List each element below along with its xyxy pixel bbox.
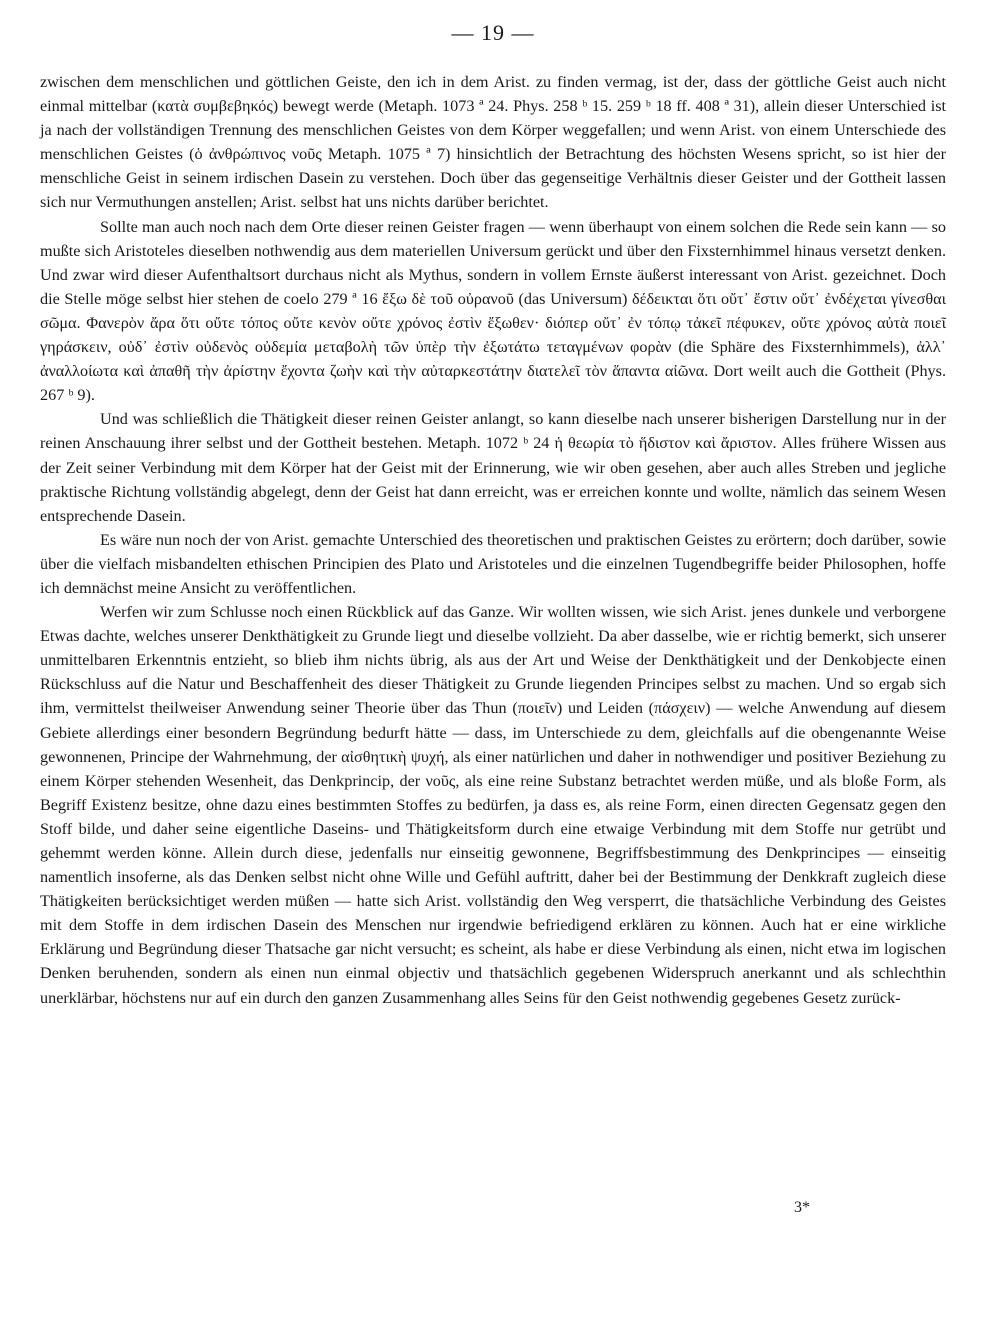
paragraph-1: zwischen dem menschlichen und göttlichen Geiste, den ich in dem Arist. zu finden vermag, ist der, dass der göttliche Geist auch nicht einmal mittelbar (κατὰ συμβεβηκός) bewegt werde (Metaph. 1073 ª 24. Phys. 258 ᵇ 15. 259 ᵇ 18 ff. 408 ª 31), allein dieser Unterschied ist ja nach der vollständigen Trennung des menschlichen Geistes von dem Körper weggefallen; und wenn Arist. von einem Unterschiede des menschlichen Geistes (ὁ ἀνθρώπινος νοῦς Metaph. 1075 ª 7) hinsichtlich der Betrachtung des höchsten Wesens spricht, so ist hier der menschliche Geist in seinem irdischen Dasein zu verstehen. Doch über das gegenseitige Verhältnis dieser Geister und der Gottheit lassen sich nur Vermuthungen anstellen; Arist. selbst hat uns nichts darüber berichtet. [40, 73, 946, 212]
paragraph-5: Werfen wir zum Schlusse noch einen Rückblick auf das Ganze. Wir wollten wissen, wie sich Arist. jenes dunkele und verborgene Etwas dachte, welches unserer Denkthätigkeit zu Grunde liegt und dieselbe vollzieht. Da aber dasselbe, wie er richtig bemerkt, sich unserer unmittelbaren Erkenntnis entzieht, so blieb ihm nichts übrig, als aus der Art und Weise der Denkthätigkeit und der Denkobjecte einen Rückschluss auf die Natur und Beschaffenheit des dieser Thätigkeit zu Grunde liegenden Principes selbst zu machen. Und so ergab sich ihm, vermittelst theilweiser Anwendung seiner Theorie über das Thun (ποιεῖν) und Leiden (πάσχειν) — welche Anwendung auf diesem Gebiete allerdings einer besondern Begründung bedurft hätte — dass, im Unterschiede zu dem, gleichfalls auf die obengenannte Weise gewonnenen, Principe der Wahrnehmung, der αἰσθητικὴ ψυχή, als einer natürlichen und daher in nothwendiger und positiver Beziehung zu einem Körper stehenden Wesenheit, das Denkprincip, der νοῦς, als eine reine Substanz betrachtet werden müße, und als bloße Form, als Begriff Existenz besitze, ohne dazu eines bestimmten Stoffes zu bedürfen, ja dass es, als reine Form, einen directen Gegensatz gegen den Stoff bilde, und daher seine eigentliche Daseins- und Thätigkeitsform durch eine etwaige Verbindung mit dem Stoffe nur getrübt und gehemmt werden könne. Allein durch diese, jedenfalls nur einseitig gewonnene, Begriffsbestimmung des Denkprincipes — einseitig namentlich insoferne, als das Denken selbst nicht ohne Wille und Gefühl auftritt, daher bei der Bestimmung der Denkkraft zugleich diese Thätigkeiten berücksichtiget werden müßen — hatte sich Arist. vollständig den Weg versperrt, die thatsächliche Verbindung des Geistes mit dem Stoffe in dem irdischen Dasein des Menschen nur irgendwie befriedigend erklären zu können. Auch hat er eine wirkliche Erklärung und Begründung dieser Thatsache gar nicht versucht; es scheint, als habe er diese Verbindung als einen, nicht etwa im logischen Denken beruhenden, sondern als einen nun einmal objectiv und thatsächlich gegebenen Widerspruch anerkannt und als schlechthin unerklärbar, höchstens nur auf ein durch den ganzen Zusammenhang alles Seins für den Geist nothwendig gegebenes Gesetz zurück- [40, 603, 946, 1007]
paragraph-4: Es wäre nun noch der von Arist. gemachte Unterschied des theoretischen und praktischen Geistes zu erörtern; doch darüber, sowie über die vielfach misbandelten ethischen Principien des Plato und Aristoteles und die einzelnen Tugendbegriffe beider Philosophen, hoffe ich demnächst meine Ansicht zu veröffentlichen. [40, 530, 946, 597]
page-number: — 19 — [451, 20, 535, 45]
paragraph-2: Sollte man auch noch nach dem Orte dieser reinen Geister fragen — wenn überhaupt von einem solchen die Rede sein kann — so mußte sich Aristoteles dieselben nothwendig aus dem materiellen Universum gerückt und über den Fixsternhimmel hinaus versetzt denken. Und zwar wird dieser Aufenthaltsort durchaus nicht als Mythus, sondern in vollem Ernste äußerst interessant von Arist. gezeichnet. Doch die Stelle möge selbst hier stehen de coelo 279 ª 16 ἔξω δὲ τοῦ οὐρανοῦ (das Universum) δέδεικται ὅτι οὔτ᾽ ἔστιν οὔτ᾽ ἐνδέχεται γίνεσθαι σῶμα. Φανερὸν ἄρα ὅτι οὔτε τόπος οὔτε κενὸν οὔτε χρόνος ἐστὶν ἔξωθεν· διόπερ οὔτ᾽ ἐν τόπῳ τἀκεῖ πέφυκεν, οὔτε χρόνος αὐτὰ ποιεῖ γηράσκειν, οὐδ᾽ ἐστὶν οὐδενὸς οὐδεμία μεταβολὴ τῶν ὑπὲρ τὴν ἐξωτάτω τεταγμένων φορὰν (die Sphäre des Fixsternhimmels), ἀλλ᾽ ἀναλλοίωτα καὶ ἀπαθῆ τὴν ἀρίστην ἔχοντα ζωὴν καὶ τὴν αὐταρκεστάτην διατελεῖ τὸν ἅπαντα αἰῶνα. Dort weilt auch die Gottheit (Phys. 267 ᵇ 9). [40, 217, 946, 405]
book-page [40, 18, 946, 1010]
signature-mark: 3* [794, 1199, 810, 1216]
paragraph-3: Und was schließlich die Thätigkeit dieser reinen Geister anlangt, so kann dieselbe nach unserer bisherigen Darstellung nur in der reinen Anschauung ihrer selbst und der Gottheit bestehen. Metaph. 1072 ᵇ 24 ἡ θεωρία τὸ ἥδιστον καὶ ἄριστον. Alles frühere Wissen aus der Zeit seiner Verbindung mit dem Körper hat der Geist mit der Erinnerung, wie wir oben gesehen, aber auch alles Streben und jegliche praktische Richtung vollständig abgelegt, denn der Geist hat dann erreicht, was er erreichen konnte und wollte, nämlich das seinem Wesen entsprechende Dasein. [40, 410, 946, 525]
